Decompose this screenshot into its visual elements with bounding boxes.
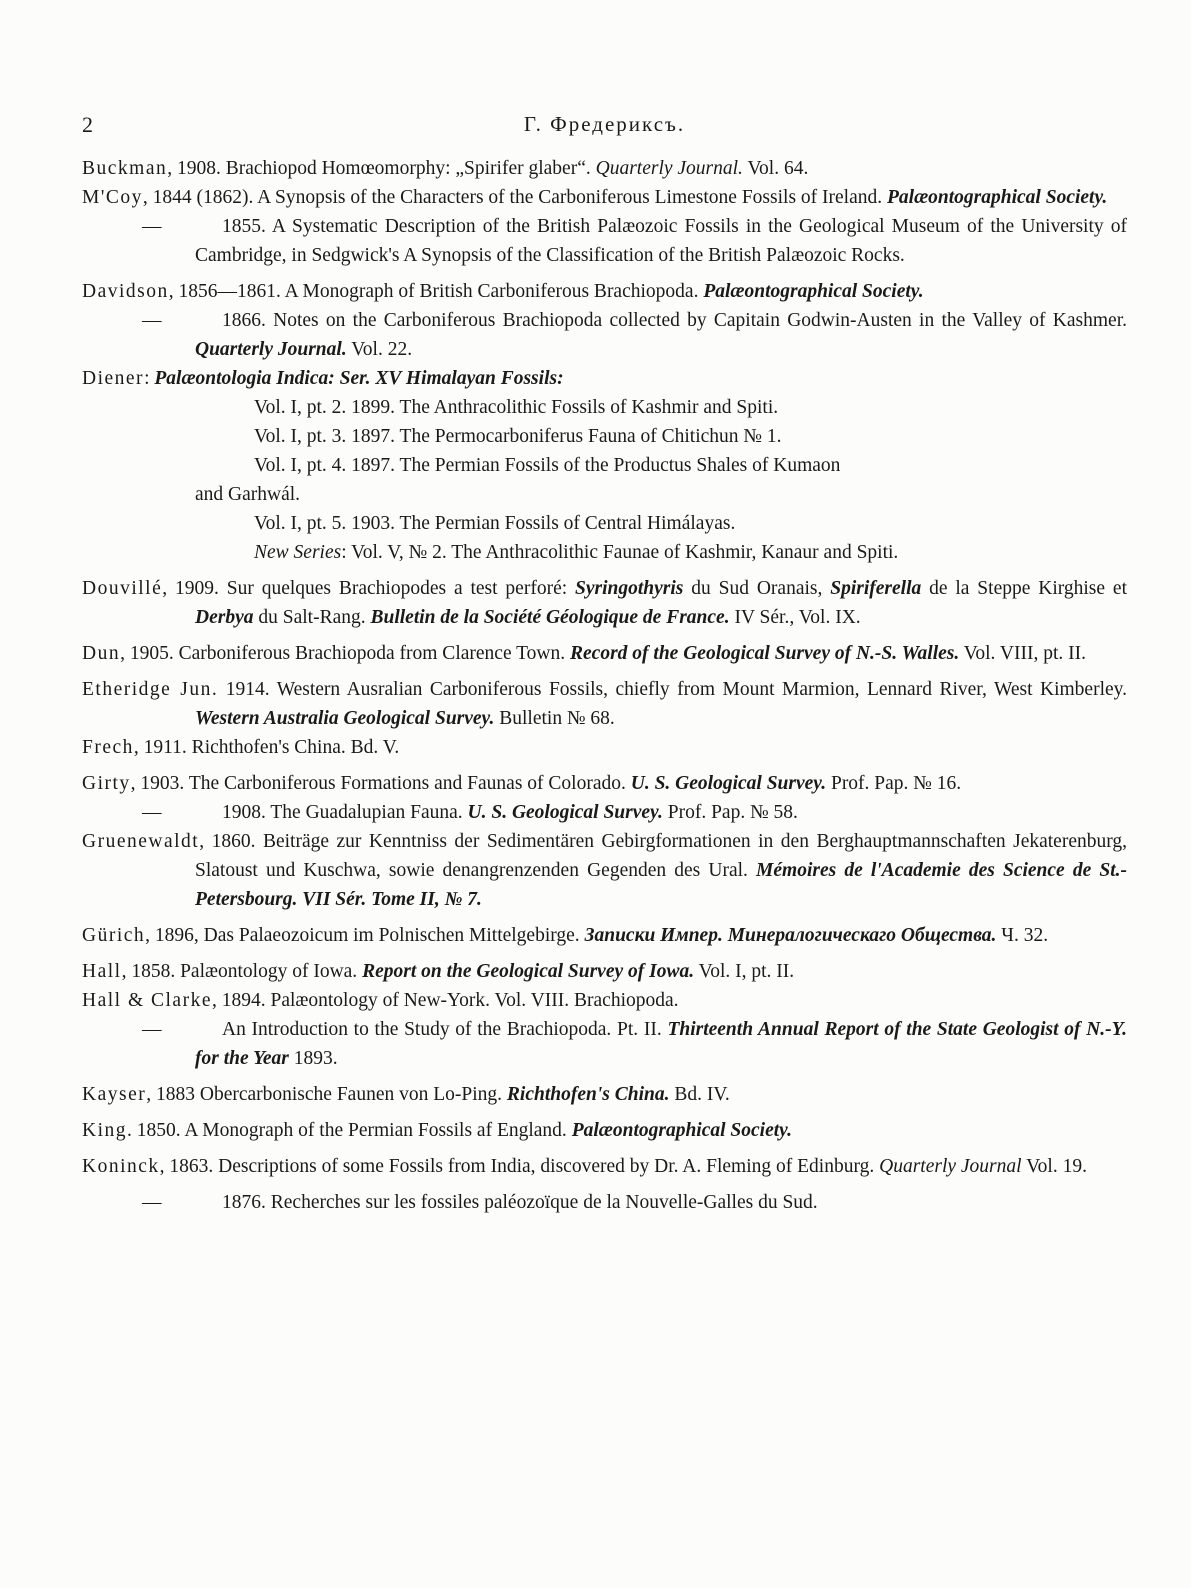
citation-tail: Vol. 64.: [742, 158, 809, 179]
journal-title: Quarterly Journal.: [595, 158, 743, 179]
entry-mcoy-2: [82, 212, 1127, 270]
citation-text: , 1883 Obercarbonische Faunen von Lo-Ping.: [146, 1084, 507, 1105]
citation-text: de la Steppe Kirghise et: [921, 578, 1127, 599]
entry-hall-clarke: [82, 986, 1127, 1015]
author: M'Coy: [82, 187, 143, 208]
citation-text: , 1905. Carboniferous Brachiopoda from Clarence Town.: [120, 643, 571, 664]
journal-title: Quarterly Journal.: [195, 339, 347, 360]
journal-title: Richthofen's China.: [506, 1084, 670, 1105]
journal-title: Record of the Geological Survey of N.-S. Walles.: [570, 643, 960, 664]
diener-volume-line: Vol. I, pt. 4. 1897. The Permian Fossils of the Productus Shales of Kumaon: [254, 455, 841, 476]
ditto-dash: —: [142, 802, 162, 823]
author: Hall & Clarke: [82, 990, 212, 1011]
entry-davidson: [82, 277, 1127, 306]
journal-title: Palæontologia Indica: Ser. XV Himalayan Fossils:: [154, 368, 564, 389]
author: Hall: [82, 961, 122, 982]
citation-text: , 1856—1861. A Monograph of British Carboniferous Brachiopoda.: [168, 281, 704, 302]
entry-grunewaldt: [82, 827, 1127, 914]
entry-girty: [82, 769, 1127, 798]
genus-name: Derbya: [195, 607, 254, 628]
author: Frech: [82, 737, 134, 758]
author: King: [82, 1120, 127, 1141]
diener-volume-line: Vol. I, pt. 5. 1903. The Permian Fossils of Central Himálayas.: [254, 513, 736, 534]
citation-text: , 1896, Das Palaeozoicum im Polnischen Mittelgebirge.: [145, 925, 585, 946]
journal-title: Mémoires de l'Academie des Science de St.-Petersbourg. VII Sér. Tome II, № 7.: [195, 860, 1128, 910]
citation-tail: Prof. Pap. № 16.: [826, 773, 962, 794]
journal-title: Western Australia Geological Survey.: [195, 708, 495, 729]
citation-tail: Vol. I, pt. II.: [694, 961, 795, 982]
citation-tail: Bulletin № 68.: [494, 708, 615, 729]
page-number: 2: [82, 112, 93, 137]
ditto-dash: —: [142, 1019, 162, 1040]
author: Dun: [82, 643, 121, 664]
journal-title: Записки Импер. Минералогическаго Общества.: [584, 925, 997, 946]
journal-title: U. S. Geological Survey.: [467, 802, 663, 823]
author: Girty: [82, 773, 131, 794]
citation-text: du Sud Oranais,: [683, 578, 831, 599]
entry-buckman: [82, 154, 1127, 183]
citation-tail: Prof. Pap. № 58.: [662, 802, 798, 823]
entry-koninck-2: [82, 1188, 1127, 1217]
journal-title: Bulletin de la Société Géologique de France.: [370, 607, 730, 628]
entry-dun: [82, 639, 1127, 668]
citation-text: 1866. Notes on the Carboniferous Brachiopoda collected by Capitain Godwin-Austen in the Valley of Kashmer.: [222, 310, 1127, 331]
citation-tail: Bd. IV.: [669, 1084, 730, 1105]
new-series-label: New Series: [254, 542, 342, 563]
citation-text: :: [144, 368, 155, 389]
entry-hall-clarke-2: [82, 1015, 1127, 1073]
citation-tail: Vol. 19.: [1021, 1156, 1087, 1177]
citation-text: , 1858. Palæontology of Iowa.: [121, 961, 363, 982]
entry-mcoy: [82, 183, 1127, 212]
journal-title: Palæontographical Society.: [887, 187, 1108, 208]
citation-text: 1914. Western Ausralian Carboniferous Fossils, chiefly from Mount Marmion, Lennard River, West Kimberley.: [218, 679, 1127, 700]
citation-text: , 1860. Beiträge zur Kenntniss der Sedimentären Gebirgformationen in den Berghauptmannschaften Jekaterenburg, Slatoust und Kuschwa, sowie denangrenzenden Gegenden des Ural.: [195, 831, 1127, 881]
citation-tail: 1893.: [288, 1048, 338, 1069]
genus-name: Syringothyris: [575, 578, 684, 599]
citation-text: , 1844 (1862). A Synopsis of the Characters of the Carboniferous Limestone Fossils of Ireland.: [142, 187, 887, 208]
entry-douville: [82, 574, 1127, 632]
entry-frech: [82, 733, 1127, 762]
citation-tail: Vol. VIII, pt. II.: [959, 643, 1087, 664]
ditto-dash: —: [142, 310, 162, 331]
diener-volume-continuation: and Garhwál.: [195, 484, 301, 505]
diener-volume-line: Vol. I, pt. 3. 1897. The Permocarboniferus Fauna of Chitichun № 1.: [254, 426, 782, 447]
author: Gruenewaldt: [82, 831, 200, 852]
journal-title: Quarterly Journal: [879, 1156, 1022, 1177]
journal-title: Report on the Geological Survey of Iowa.: [362, 961, 695, 982]
entry-etheridge: [82, 675, 1127, 733]
entry-koninck: [82, 1152, 1127, 1181]
journal-title: Palæontographical Society.: [703, 281, 924, 302]
diener-volume-line: Vol. I, pt. 2. 1899. The Anthracolithic Fossils of Kashmir and Spiti.: [254, 397, 779, 418]
citation-text: , 1911. Richthofen's China. Bd. V.: [133, 737, 400, 758]
entry-diener: [82, 364, 1127, 567]
author: Etheridge Jun.: [82, 679, 219, 700]
citation-text: du Salt-Rang.: [253, 607, 371, 628]
ditto-dash: —: [142, 1192, 162, 1213]
journal-title: U. S. Geological Survey.: [630, 773, 827, 794]
citation-tail: IV Sér., Vol. IX.: [729, 607, 861, 628]
citation-text: : Vol. V, № 2. The Anthracolithic Faunae of Kashmir, Kanaur and Spiti.: [341, 542, 899, 563]
entry-davidson-2: [82, 306, 1127, 364]
citation-text: , 1909. Sur quelques Brachiopodes a test perforé:: [162, 578, 576, 599]
citation-text: , 1863. Descriptions of some Fossils from India, discovered by Dr. A. Fleming of Edinburg.: [159, 1156, 880, 1177]
author: Davidson: [82, 281, 169, 302]
author: Diener: [82, 368, 145, 389]
citation-text: 1876. Recherches sur les fossiles paléozoïque de la Nouvelle-Galles du Sud.: [222, 1192, 818, 1213]
journal-title: Thirteenth Annual Report of the State Geologist of N.-Y. for the Year: [195, 1019, 1127, 1069]
citation-tail: Ч. 32.: [996, 925, 1049, 946]
citation-text: 1908. The Guadalupian Fauna.: [222, 802, 468, 823]
citation-text: , 1894. Palæontology of New-York. Vol. VIII. Brachiopoda.: [211, 990, 679, 1011]
diener-heading: [82, 364, 1127, 393]
author: Douvillé: [82, 578, 163, 599]
author: Kayser: [82, 1084, 147, 1105]
citation-tail: Vol. 22.: [346, 339, 413, 360]
citation-text: . 1850. A Monograph of the Permian Fossils af England.: [127, 1120, 572, 1141]
bibliography: [82, 154, 1127, 1217]
entry-hall: [82, 957, 1127, 986]
page-header: [82, 108, 1127, 144]
citation-text: 1855. A Systematic Description of the British Palæozoic Fossils in the Geological Museum of the University of Cambridge, in Sedgwick's A Synopsis of the Classification of the British Palæozoic Rocks.: [195, 216, 1127, 266]
citation-text: , 1903. The Carboniferous Formations and Faunas of Colorado.: [130, 773, 631, 794]
ditto-dash: —: [142, 216, 162, 237]
citation-text: An Introduction to the Study of the Brachiopoda. Pt. II.: [222, 1019, 668, 1040]
entry-girty-2: [82, 798, 1127, 827]
entry-king: [82, 1116, 1127, 1145]
entry-kayser: [82, 1080, 1127, 1109]
entry-gurich: [82, 921, 1127, 950]
diener-new-series-line: [82, 538, 1127, 567]
author: Buckman: [82, 158, 168, 179]
author: Gürich: [82, 925, 146, 946]
citation-text: , 1908. Brachiopod Homœomorphy: „Spirifer glaber“.: [167, 158, 596, 179]
journal-title: Palæontographical Society.: [571, 1120, 792, 1141]
running-title: Г. Фредериксъ.: [523, 112, 686, 136]
author: Koninck: [82, 1156, 160, 1177]
genus-name: Spiriferella: [830, 578, 922, 599]
